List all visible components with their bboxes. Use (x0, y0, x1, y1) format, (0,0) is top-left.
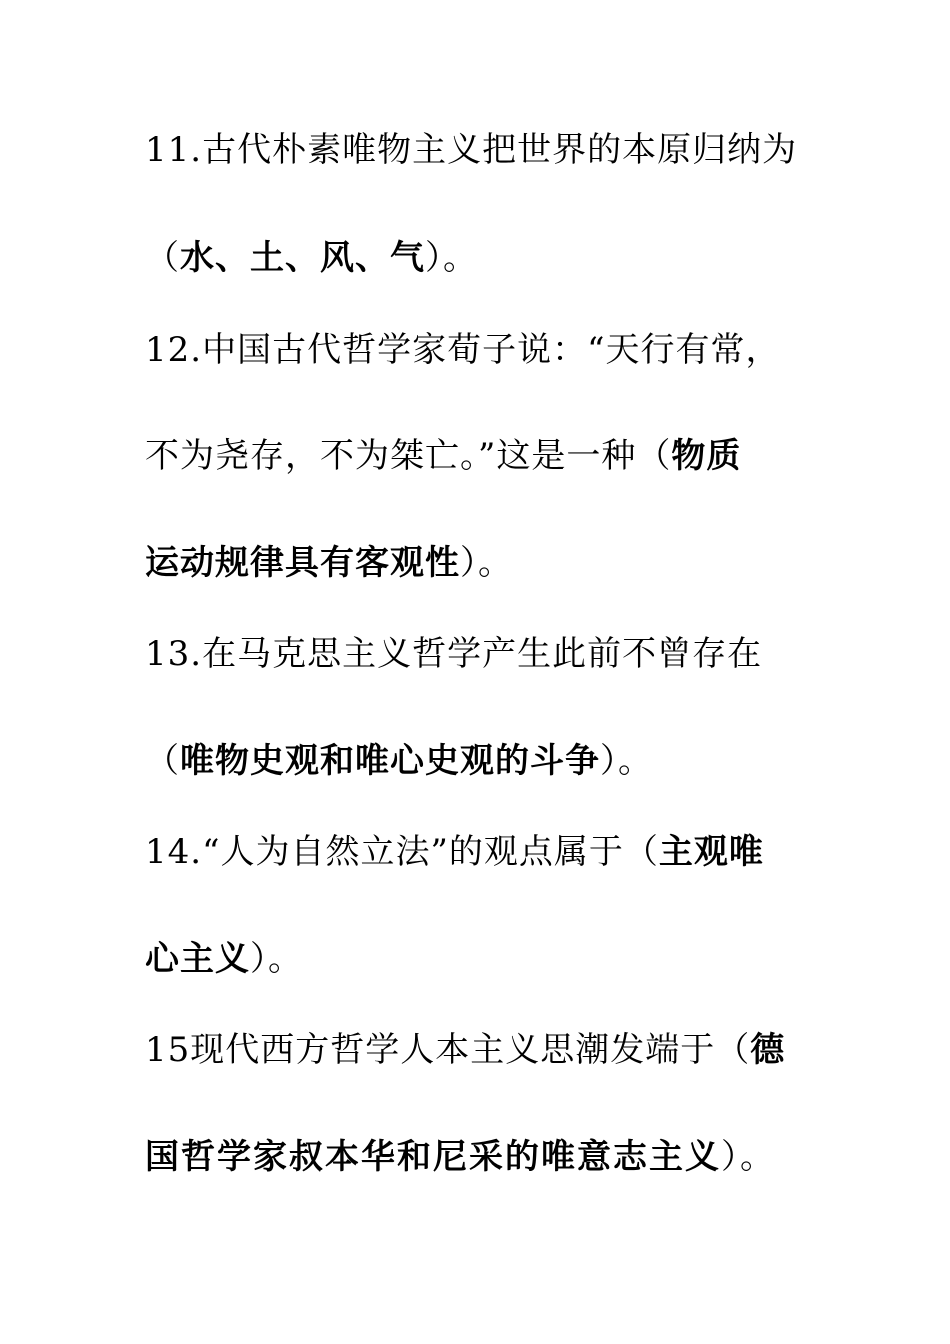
text: ）。 (425, 238, 478, 278)
answer-text: 物质 (671, 436, 742, 476)
text: 15现代西方哲学人本主义思潮发端于（ (145, 1030, 751, 1070)
item-14-line-2 (145, 939, 845, 979)
answer-text: 运动规律具有客观性 (145, 543, 460, 583)
answer-text: 国哲学家叔本华和尼采的唯意志主义 (145, 1137, 721, 1177)
text: 12.中国古代哲学家荀子说：“天行有常， (145, 330, 781, 370)
text: 11.古代朴素唯物主义把世界的本原归纳为 (145, 130, 798, 170)
text: 13.在马克思主义哲学产生此前不曾存在 (145, 634, 763, 674)
item-15-line-2 (145, 1137, 845, 1177)
item-12-line-3 (145, 543, 845, 583)
answer-text: 唯物史观和唯心史观的斗争 (180, 741, 600, 781)
item-15-line-1 (145, 1030, 845, 1070)
answer-text: 心主义 (145, 939, 250, 979)
item-13-line-2 (145, 741, 845, 781)
answer-text: 主观唯 (658, 832, 764, 872)
text: ）。 (250, 939, 303, 979)
text: （ (145, 238, 180, 278)
item-14-line-1 (145, 832, 845, 872)
item-11-line-1 (145, 130, 845, 170)
item-12-line-1 (145, 330, 845, 370)
text: ）。 (460, 543, 513, 583)
item-12-line-2 (145, 436, 845, 476)
text: （ (145, 741, 180, 781)
item-13-line-1 (145, 634, 845, 674)
text: 14.“人为自然立法”的观点属于（ (145, 832, 659, 872)
text: 不为尧存，不为桀亡。”这是一种（ (145, 436, 672, 476)
text: ）。 (600, 741, 653, 781)
text: ）。 (721, 1137, 776, 1177)
answer-text: 德 (750, 1030, 786, 1070)
item-11-line-2 (145, 238, 845, 278)
answer-text: 水、土、风、气 (180, 238, 425, 278)
